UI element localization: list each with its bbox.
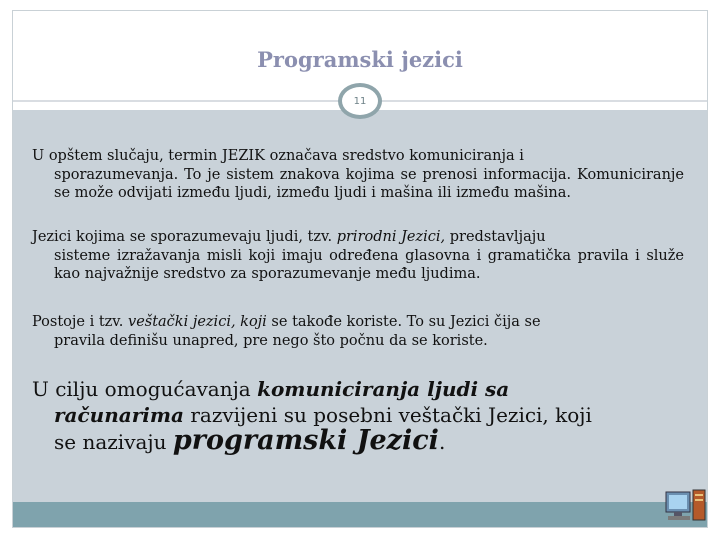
page-number: 11 [353, 95, 367, 107]
slide-title: Programski jezici [257, 47, 463, 72]
paragraph-3-rest: pravila definišu unapred, pre nego što počnu da se koriste. [54, 332, 488, 349]
paragraph-1 [32, 147, 684, 203]
paragraph-2-italic: prirodni Jezici, [336, 229, 446, 245]
paragraph-3-line1-end: se takođe koriste. To su Jezici čija se [266, 314, 541, 330]
page-number-badge [338, 83, 382, 119]
paragraph-2-rest: sisteme izražavanja misli koji imaju određena glasovna i gramatička pravila i služe kao najvažnije sredstvo za sporazumevanje među ljudima. [54, 247, 684, 282]
paragraph-2 [32, 228, 684, 284]
paragraph-4-start: U cilju omogućavanja [32, 377, 258, 401]
computer-icon [664, 486, 708, 526]
paragraph-4-middle: razvijeni su posebni veštački Jezici, koji [183, 403, 592, 427]
paragraph-4-italic: komuniciranja ljudi sa [257, 377, 510, 401]
paragraph-4-emphasis: programski Jezici [172, 425, 439, 456]
paragraph-1-line1: U opštem slučaju, termin JEZIK označava sredstvo komuniciranja i [32, 148, 524, 164]
paragraph-4 [32, 376, 684, 455]
paragraph-3-start: Postoje i tzv. [32, 314, 128, 330]
paragraph-4-period: . [438, 430, 446, 454]
paragraph-4-italic-2: računarima [54, 403, 184, 427]
paragraph-3-italic: veštački jezici, koji [128, 314, 267, 330]
paragraph-1-rest: sporazumevanja. To je sistem znakova kojima se prenosi informacija. Komuniciranje se može odvijati između ljudi, između ljudi i mašina ili između mašina. [54, 166, 684, 201]
paragraph-2-start: Jezici kojima se sporazumevaju ljudi, tzv. [32, 229, 337, 245]
footer-bar [13, 502, 707, 527]
paragraph-2-line1-end: predstavljaju [445, 229, 546, 245]
paragraph-3 [32, 313, 684, 350]
paragraph-4-end-start: se nazivaju [54, 430, 173, 454]
